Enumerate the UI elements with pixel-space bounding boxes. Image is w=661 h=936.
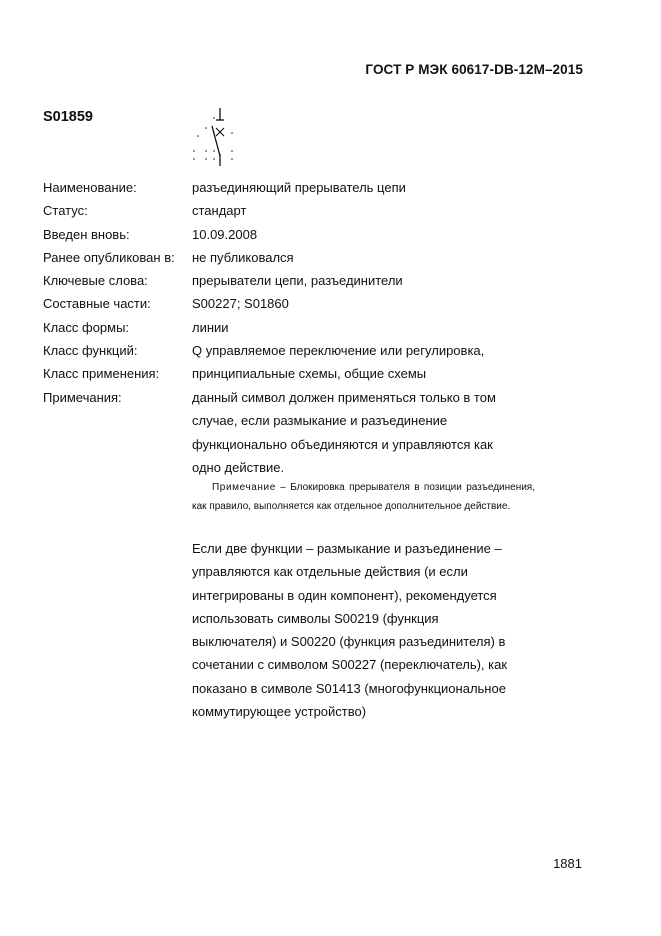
small-note: [192, 478, 535, 516]
symbol-code: S01859: [43, 109, 93, 125]
field-value: разъединяющий прерыватель цепи: [192, 180, 406, 195]
note-line: данный символ должен применяться только в том: [192, 390, 496, 405]
notes-text-continued: [192, 537, 537, 723]
field-label: Примечания:: [43, 389, 122, 405]
notes-text: [192, 386, 537, 479]
note-line: показано в символе S01413 (многофункциональное: [192, 680, 506, 696]
field-label: Введен вновь:: [43, 226, 130, 242]
field-row-name: [43, 180, 583, 203]
field-label: Ключевые слова:: [43, 273, 148, 289]
field-label: Составные части:: [43, 296, 151, 312]
note-line: использовать символы S00219 (функция: [192, 610, 439, 626]
note-line: Если две функции – размыкание и разъединение –: [192, 541, 502, 556]
field-value: S00227; S01860: [192, 296, 289, 312]
small-note-prefix: Примечание: [212, 482, 276, 493]
field-label: Наименование:: [43, 180, 137, 195]
note-line: случае, если размыкание и разъединение: [192, 413, 448, 429]
small-note-text: – Блокировка прерывателя в позиции разъединения, как правило, выполняется как отдельное дополнительное действие.: [192, 482, 535, 512]
field-value: не публиковался: [192, 249, 294, 265]
note-line: функционально объединяются и управляются как: [192, 436, 493, 452]
field-value: стандарт: [192, 203, 247, 219]
field-value: принципиальные схемы, общие схемы: [192, 366, 427, 382]
field-row-introduced: [43, 227, 583, 250]
note-line: сочетании с символом S00227 (переключатель), как: [192, 657, 508, 673]
field-row-function-class: [43, 343, 583, 366]
field-value: Q управляемое переключение или регулировка,: [192, 343, 485, 359]
document-header: ГОСТ Р МЭК 60617-DB-12M–2015: [365, 62, 583, 77]
field-row-status: [43, 203, 583, 226]
field-value: 10.09.2008: [192, 226, 258, 242]
note-line: интегрированы в один компонент), рекомендуется: [192, 587, 497, 603]
field-label: Ранее опубликован в:: [43, 249, 175, 265]
disconnector-circuit-breaker-icon: [186, 106, 246, 168]
field-row-shape-class: [43, 320, 583, 343]
field-label: Класс функций:: [43, 343, 138, 359]
note-line: выключателя) и S00220 (функция разъединителя) в: [192, 634, 506, 650]
note-line: управляются как отдельные действия (и если: [192, 564, 468, 580]
note-line: одно действие.: [192, 459, 285, 475]
field-value: прерыватели цепи, разъединители: [192, 273, 403, 289]
field-row-published: [43, 250, 583, 273]
field-label: Класс формы:: [43, 319, 130, 335]
field-row-components: [43, 296, 583, 319]
field-list: [43, 180, 583, 413]
page-number: 1881: [553, 856, 582, 871]
field-value: линии: [192, 319, 229, 335]
field-label: Класс применения:: [43, 366, 160, 382]
note-line: коммутирующее устройство): [192, 704, 367, 720]
field-label: Статус:: [43, 203, 88, 219]
field-row-keywords: [43, 273, 583, 296]
